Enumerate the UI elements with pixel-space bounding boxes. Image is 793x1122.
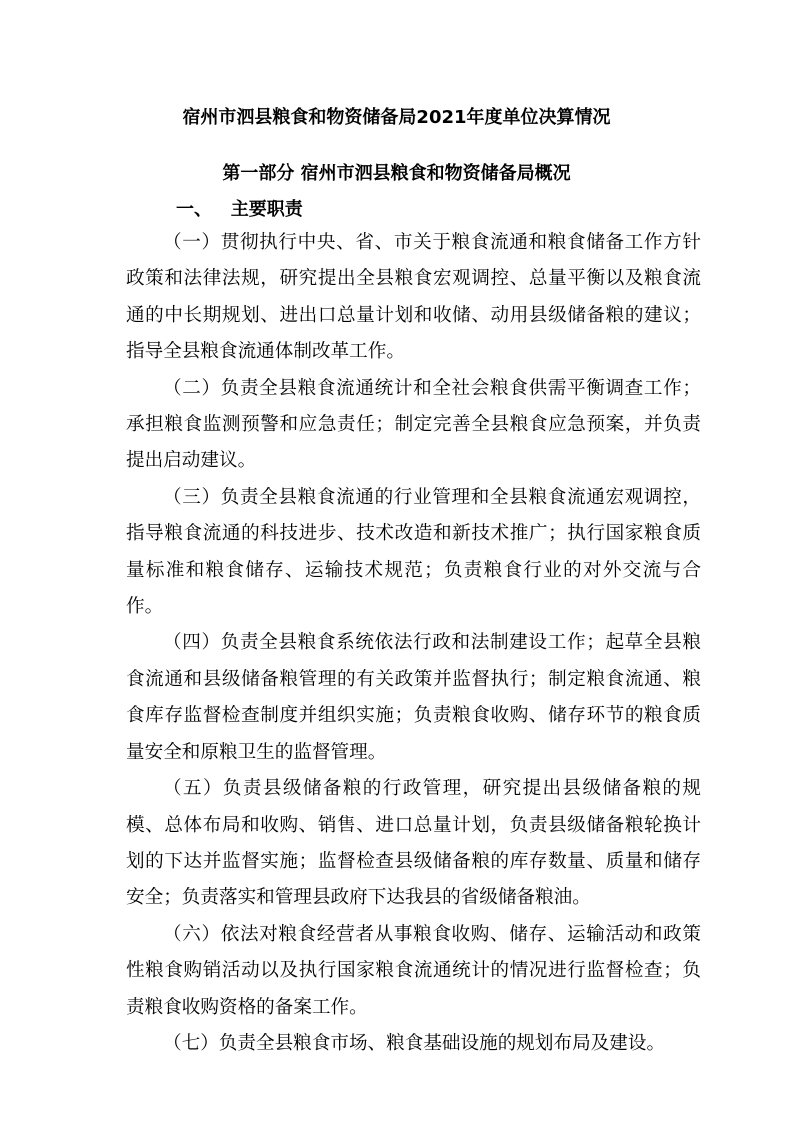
section-heading: 一、 主要职责 bbox=[176, 199, 303, 220]
paragraph-3: （三）负责全县粮食流通的行业管理和全县粮食流通宏观调控，指导粮食流通的科技进步、技术改造和新技术推广；执行国家粮食质量标准和粮食储存、运输技术规范；负责粮食行业的对外交流与合作。 bbox=[126, 486, 701, 618]
body-text bbox=[126, 225, 701, 1062]
part-title: 第一部分 宿州市泗县粮食和物资储备局概况 bbox=[222, 163, 571, 184]
paragraph-5: （五）负责县级储备粮的行政管理，研究提出县级储备粮的规模、总体布局和收购、销售、进口总量计划，负责县级储备粮轮换计划的下达并监督实施；监督检查县级储备粮的库存数量、质量和储存安全；负责落实和管理县政府下达我县的省级储备粮油。 bbox=[126, 778, 701, 909]
paragraph-4: （四）负责全县粮食系统依法行政和法制建设工作；起草全县粮食流通和县级储备粮管理的有关政策并监督执行；制定粮食流通、粮食库存监督检查制度并组织实施；负责粮食收购、储存环节的粮食质量安全和原粮卫生的监督管理。 bbox=[126, 632, 701, 763]
paragraph-7: （七）负责全县粮食市场、粮食基础设施的规划布局及建设。 bbox=[163, 1032, 666, 1054]
paragraph-6: （六）依法对粮食经营者从事粮食收购、储存、运输活动和政策性粮食购销活动以及执行国家粮食流通统计的情况进行监督检查；负责粮食收购资格的备案工作。 bbox=[126, 923, 701, 1018]
document-title: 宿州市泗县粮食和物资储备局2021年度单位决算情况 bbox=[182, 107, 611, 128]
paragraph-1: （一）贯彻执行中央、省、市关于粮食流通和粮食储备工作方针政策和法律法规，研究提出全县粮食宏观调控、总量平衡以及粮食流通的中长期规划、进出口总量计划和收储、动用县级储备粮的建议；指导全县粮食流通体制改革工作。 bbox=[126, 232, 701, 363]
paragraph-2: （二）负责全县粮食流通统计和全社会粮食供需平衡调查工作；承担粮食监测预警和应急责任；制定完善全县粮食应急预案，并负责提出启动建议。 bbox=[126, 377, 701, 472]
